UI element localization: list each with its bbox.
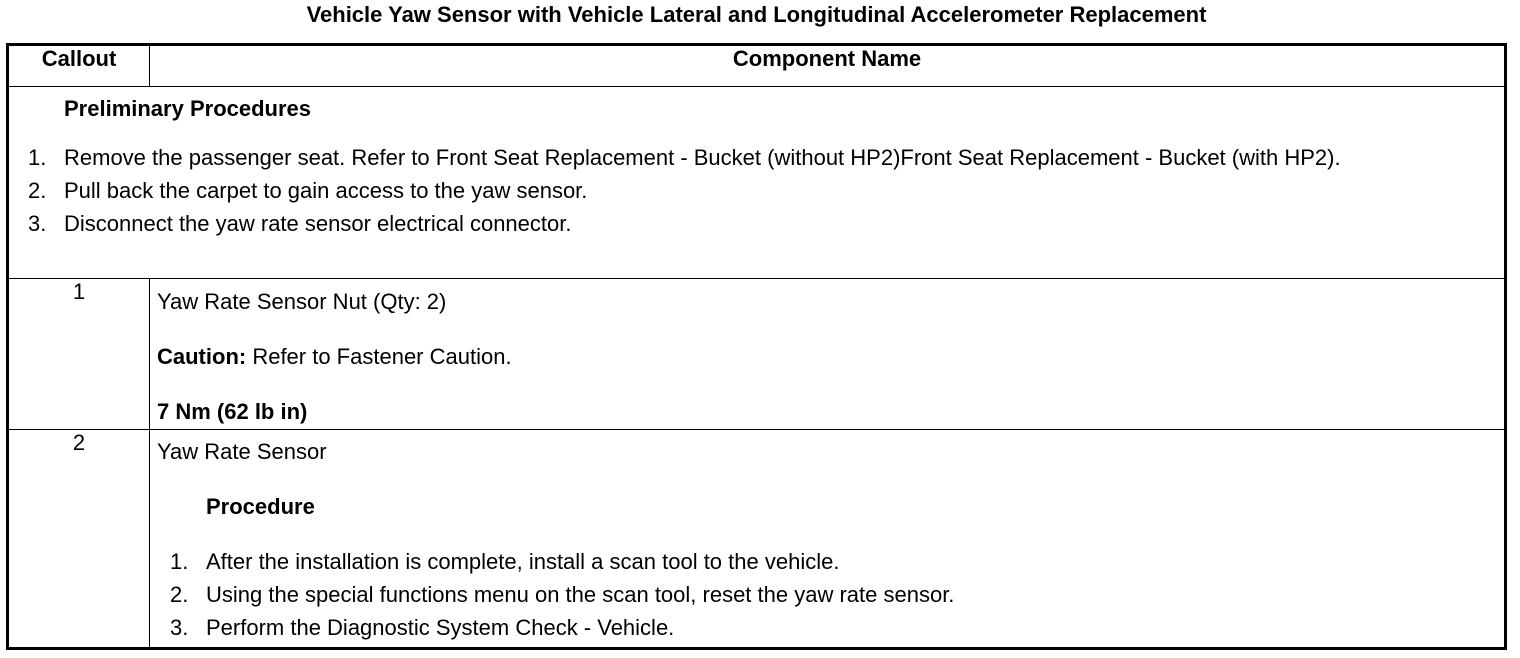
callout-number: 1 bbox=[8, 279, 150, 430]
step-number: 2. bbox=[170, 582, 189, 607]
component-cell bbox=[150, 279, 1506, 430]
callout-header: Callout bbox=[8, 45, 150, 87]
callout-number: 2 bbox=[8, 430, 150, 649]
preliminary-steps bbox=[9, 144, 1504, 238]
component-name: Yaw Rate Sensor Nut (Qty: 2) bbox=[157, 289, 447, 314]
step-number: 3. bbox=[28, 211, 47, 236]
step-text: Remove the passenger seat. Refer to Front Seat Replacement - Bucket (without HP2)Front Seat Replacement - Bucket (with HP2). bbox=[64, 145, 1341, 170]
caution-text: Refer to Fastener Caution. bbox=[246, 344, 512, 369]
component-cell bbox=[150, 430, 1506, 649]
list-item bbox=[150, 548, 1504, 576]
table-header-row bbox=[8, 45, 1506, 87]
step-text: After the installation is complete, install a scan tool to the vehicle. bbox=[206, 549, 840, 574]
procedure-steps bbox=[150, 548, 1504, 642]
list-item bbox=[150, 581, 1504, 609]
step-text: Perform the Diagnostic System Check - Vehicle. bbox=[206, 615, 675, 640]
table-row bbox=[8, 279, 1506, 430]
list-item bbox=[150, 614, 1504, 642]
caution-line bbox=[157, 344, 1504, 370]
list-item bbox=[9, 210, 1504, 238]
page-title: Vehicle Yaw Sensor with Vehicle Lateral and Longitudinal Accelerometer Replacement bbox=[306, 2, 1207, 27]
step-text: Using the special functions menu on the scan tool, reset the yaw rate sensor. bbox=[206, 582, 955, 607]
caution-label: Caution: bbox=[157, 344, 247, 369]
torque-spec: 7 Nm (62 lb in) bbox=[157, 399, 308, 424]
step-number: 3. bbox=[170, 615, 189, 640]
preliminary-heading: Preliminary Procedures bbox=[64, 96, 312, 121]
preliminary-cell bbox=[8, 87, 1506, 279]
list-item bbox=[9, 144, 1504, 172]
component-name: Yaw Rate Sensor bbox=[157, 439, 327, 464]
list-item bbox=[9, 177, 1504, 205]
step-text: Pull back the carpet to gain access to the yaw sensor. bbox=[64, 178, 588, 203]
procedure-heading: Procedure bbox=[206, 494, 315, 519]
table-row bbox=[8, 430, 1506, 649]
step-number: 1. bbox=[28, 145, 47, 170]
step-text: Disconnect the yaw rate sensor electrical connector. bbox=[64, 211, 572, 236]
preliminary-row bbox=[8, 87, 1506, 279]
step-number: 1. bbox=[170, 549, 189, 574]
component-name-header: Component Name bbox=[150, 45, 1506, 87]
step-number: 2. bbox=[28, 178, 47, 203]
component-table bbox=[6, 43, 1507, 650]
